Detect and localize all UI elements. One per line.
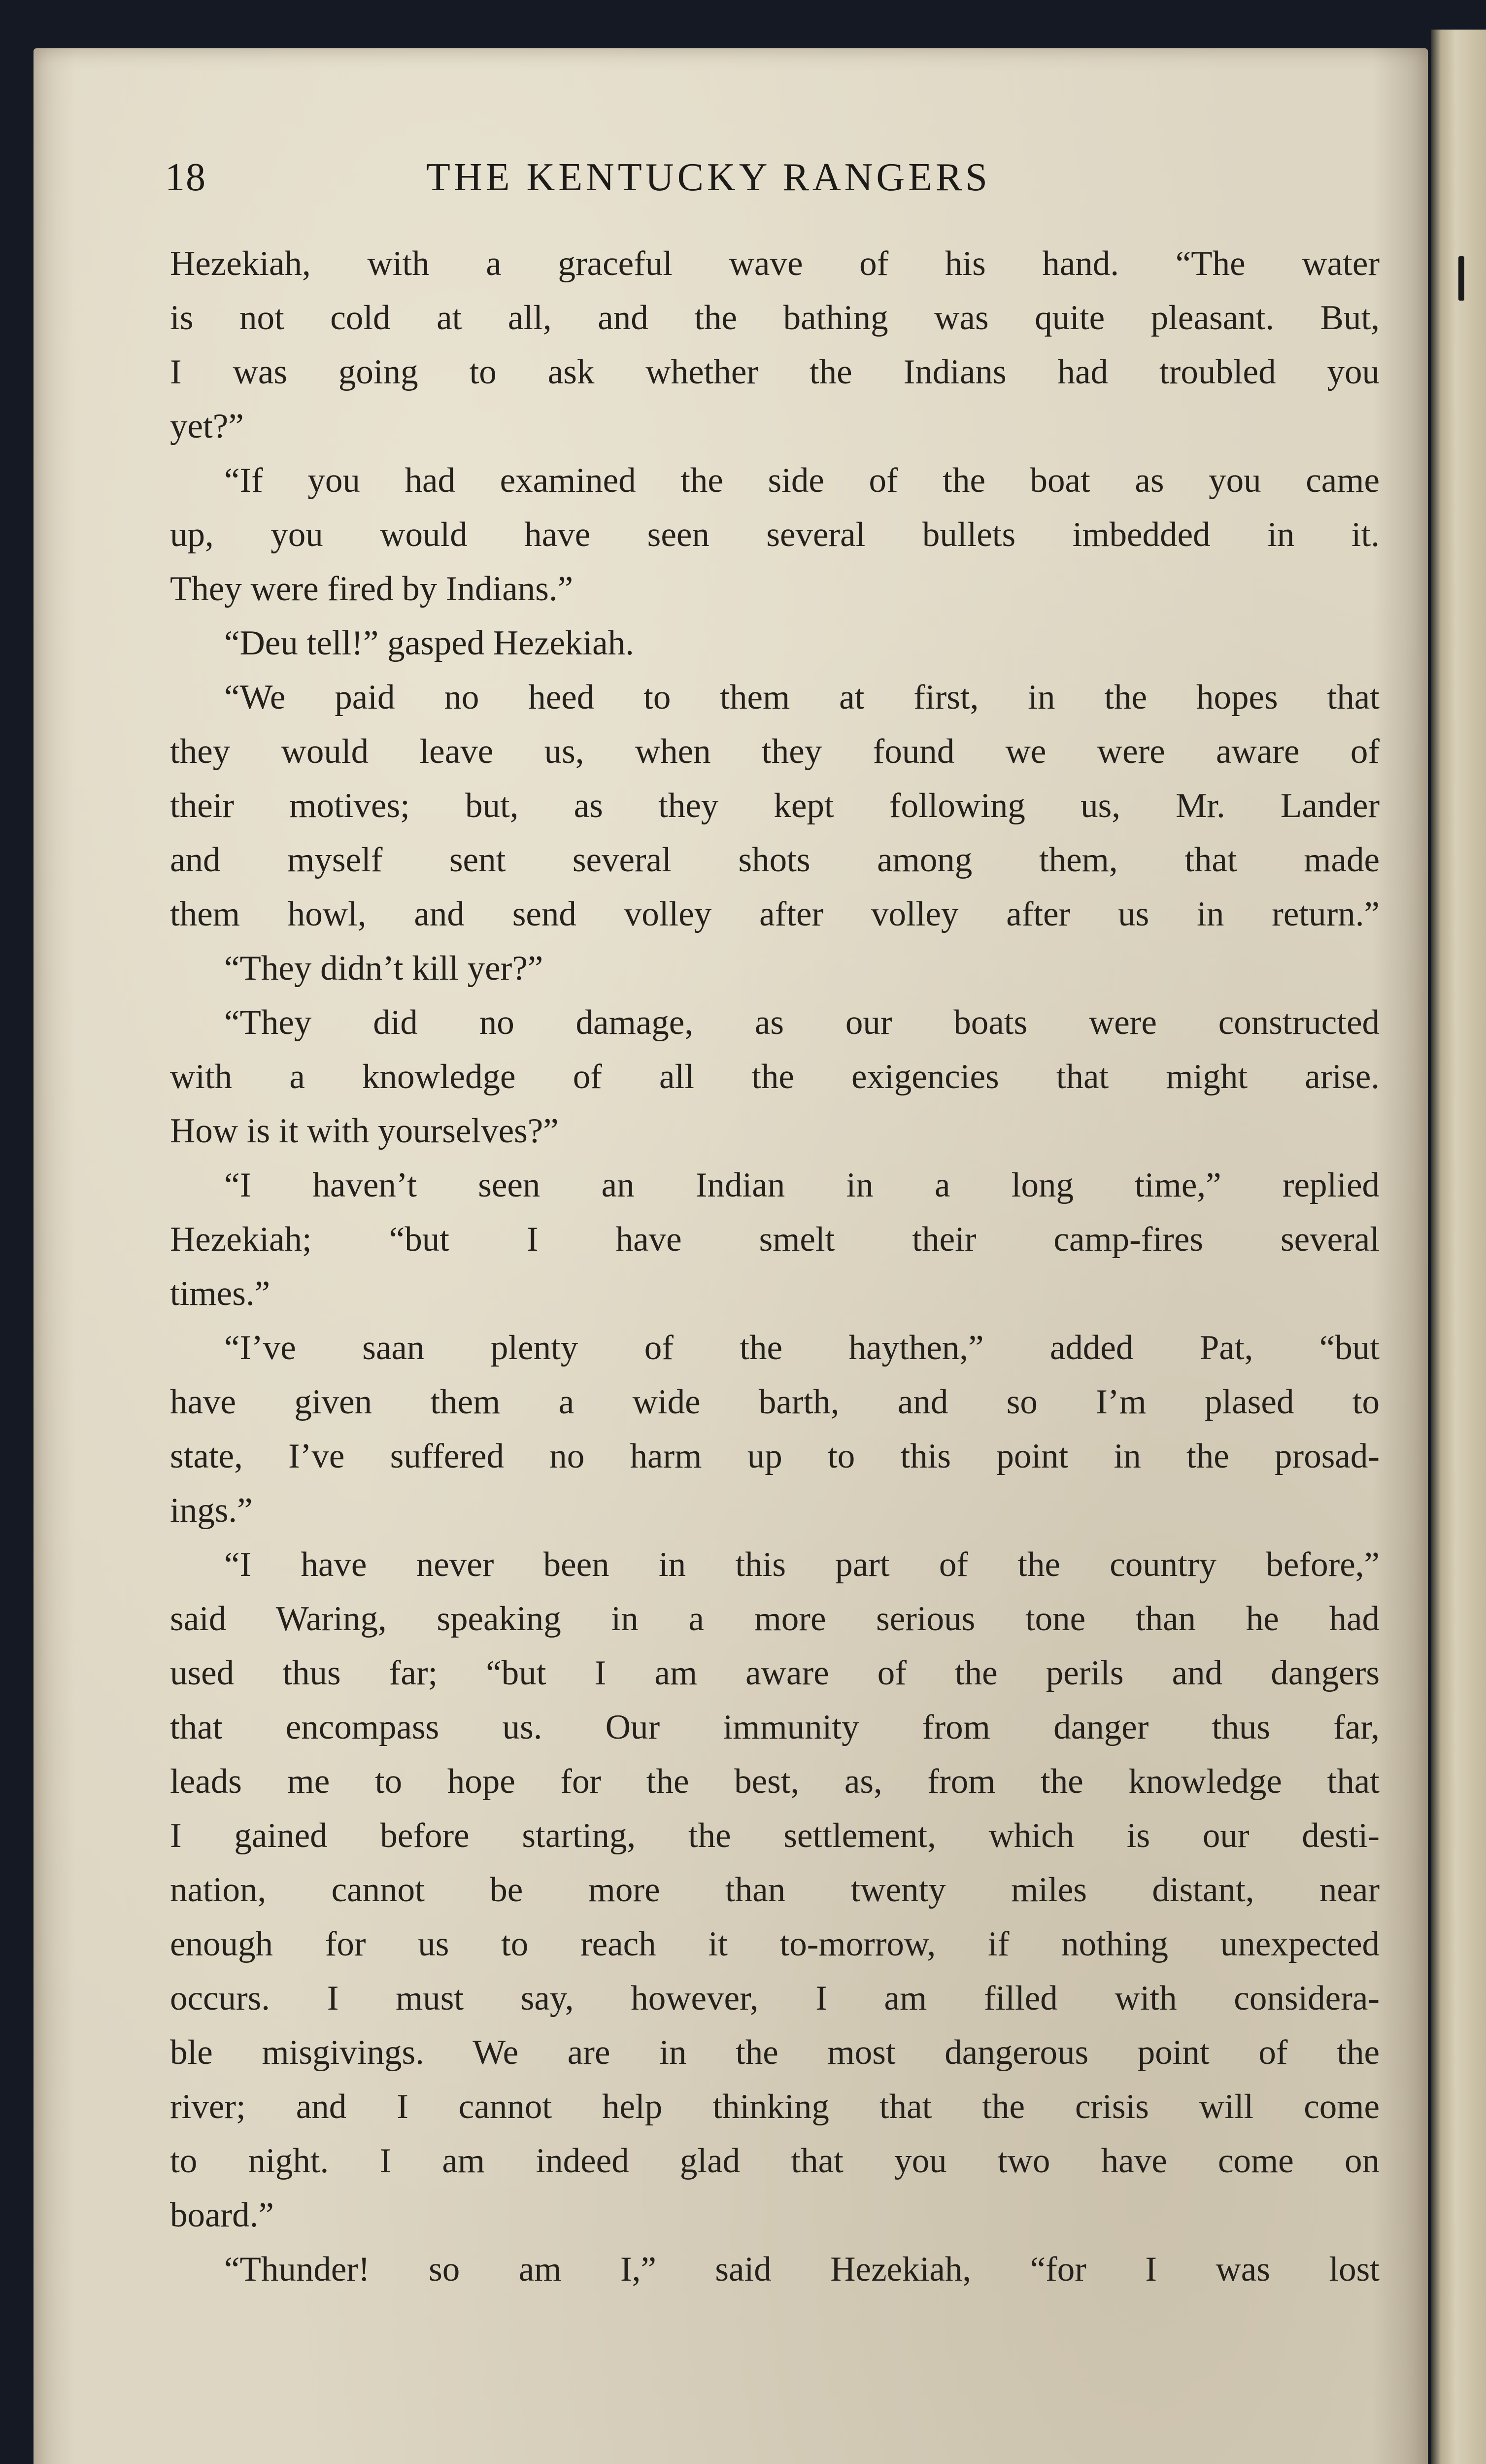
text-line: How is it with yourselves?” — [170, 1112, 559, 1150]
text-line: “If you had examined the side of the boat as you came — [224, 461, 1380, 500]
next-page-edge — [1431, 30, 1486, 2464]
text-line: I was going to ask whether the Indians had troubled you — [170, 353, 1380, 391]
next-page-ink-mark — [1458, 256, 1464, 301]
text-line: up, you would have seen several bullets imbedded in it. — [170, 515, 1380, 554]
text-line: state, I’ve suffered no harm up to this point in the prosad- — [170, 1437, 1380, 1475]
text-line: times.” — [170, 1274, 270, 1313]
text-line: “I’ve saan plenty of the haythen,” added Pat, “but — [224, 1329, 1380, 1367]
text-line: “Thunder! so am I,” said Hezekiah, “for I was lost — [224, 2250, 1380, 2289]
text-line: enough for us to reach it to-morrow, if nothing unexpected — [170, 1925, 1380, 1963]
text-line: yet?” — [170, 407, 244, 445]
text-line: with a knowledge of all the exigencies that might arise. — [170, 1058, 1380, 1096]
text-line: nation, cannot be more than twenty miles distant, near — [170, 1871, 1380, 1909]
text-line: to night. I am indeed glad that you two have come on — [170, 2142, 1380, 2180]
body-text — [170, 237, 1380, 2296]
running-title: THE KENTUCKY RANGERS — [426, 156, 991, 199]
text-line: I gained before starting, the settlement, which is our desti- — [170, 1816, 1380, 1855]
text-line: “I have never been in this part of the country before,” — [224, 1545, 1380, 1584]
text-line: board.” — [170, 2196, 274, 2234]
text-line: ings.” — [170, 1491, 253, 1530]
text-line: Hezekiah, with a graceful wave of his hand. “The water — [170, 244, 1380, 283]
text-line: their motives; but, as they kept following us, Mr. Lander — [170, 787, 1380, 825]
text-line: They were fired by Indians.” — [170, 570, 574, 608]
text-line: is not cold at all, and the bathing was quite pleasant. But, — [170, 299, 1380, 337]
running-head — [165, 148, 1397, 207]
text-line: leads me to hope for the best, as, from the knowledge that — [170, 1762, 1380, 1801]
text-line: have given them a wide barth, and so I’m plased to — [170, 1383, 1380, 1421]
text-line: “They did no damage, as our boats were constructed — [224, 1003, 1380, 1042]
text-line: Hezekiah; “but I have smelt their camp-fires several — [170, 1220, 1380, 1259]
text-line: they would leave us, when they found we were aware of — [170, 732, 1380, 771]
text-line: “I haven’t seen an Indian in a long time,” replied — [224, 1166, 1380, 1204]
text-line: ble misgivings. We are in the most dangerous point of the — [170, 2033, 1380, 2072]
text-line: them howl, and send volley after volley after us in return.” — [170, 895, 1380, 933]
text-line: said Waring, speaking in a more serious tone than he had — [170, 1600, 1380, 1638]
page-number: 18 — [165, 156, 206, 199]
text-line: “We paid no heed to them at first, in the hopes that — [224, 678, 1380, 717]
text-line: used thus far; “but I am aware of the perils and dangers — [170, 1654, 1380, 1692]
text-line: occurs. I must say, however, I am filled with considera- — [170, 1979, 1380, 2018]
text-line: “Deu tell!” gasped Hezekiah. — [224, 624, 634, 662]
text-line: that encompass us. Our immunity from danger thus far, — [170, 1708, 1380, 1746]
text-line: and myself sent several shots among them, that made — [170, 841, 1380, 879]
text-line: river; and I cannot help thinking that the crisis will come — [170, 2088, 1380, 2126]
text-line: “They didn’t kill yer?” — [224, 949, 543, 988]
